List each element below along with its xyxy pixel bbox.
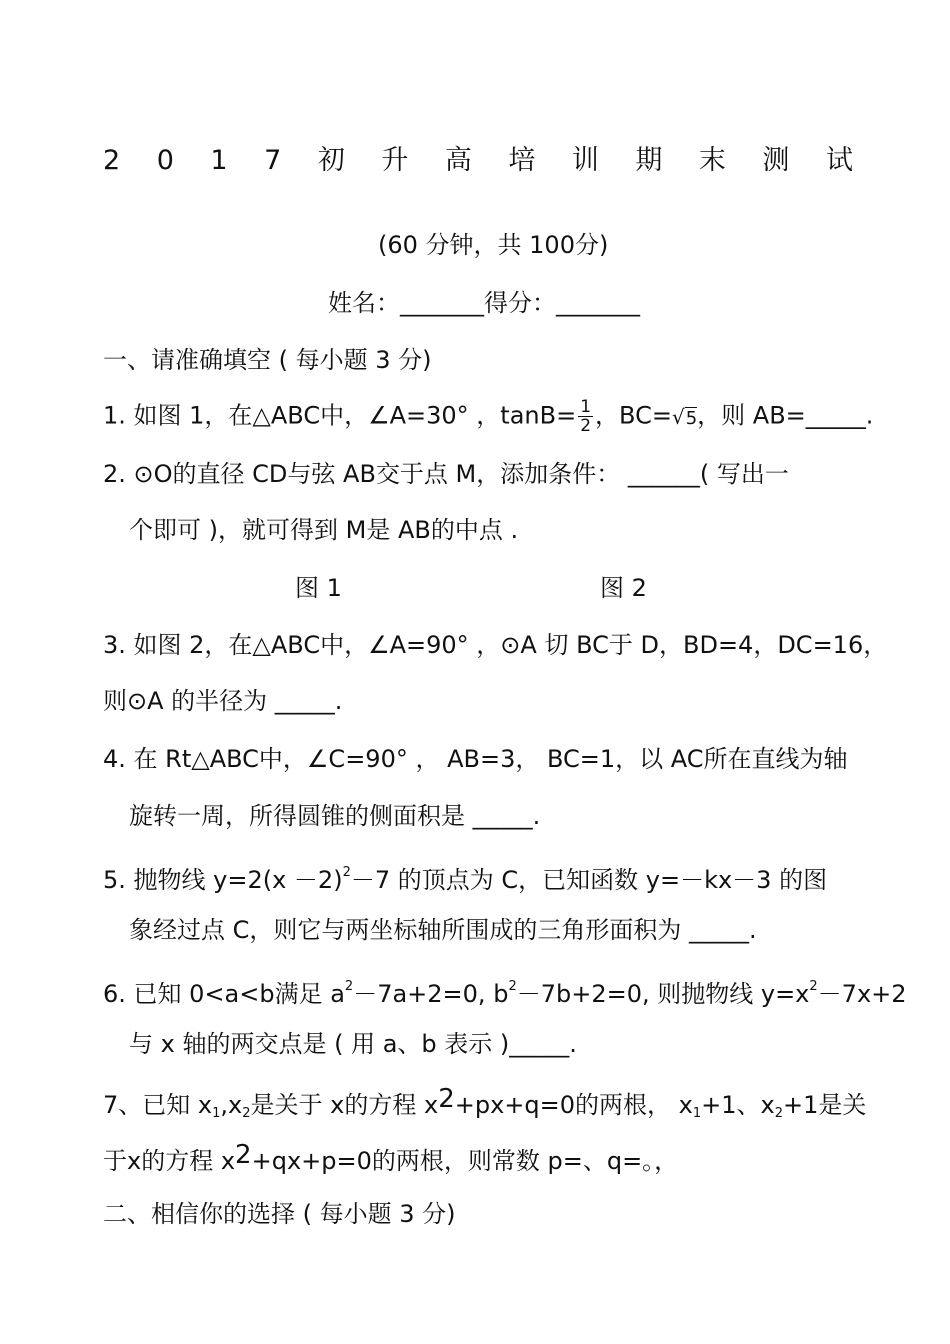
question-4-line-1: 4. 在 Rt△ABC中，∠C=90° ， AB=3， BC=1，以 AC所在直线为轴 (103, 745, 848, 773)
q7-text-b: ,x (220, 1091, 243, 1119)
question-1 (103, 398, 873, 435)
q7-text-c: 是关于 x的方程 x (250, 1091, 439, 1119)
q6-exponent-1: 2 (344, 979, 354, 994)
title-char: 升 (381, 145, 409, 176)
title-char: 1 (210, 145, 228, 176)
title-char: 0 (156, 145, 174, 176)
title-char: 训 (571, 145, 599, 176)
name-score-line: 姓名：_______得分：_______ (328, 289, 640, 317)
q6-text-b: －7a+2=0, b (353, 980, 509, 1008)
title-char: 培 (508, 145, 536, 176)
q6-exponent-3: 2 (809, 979, 818, 994)
question-4-line-2: 旋转一周，所得圆锥的侧面积是 _____. (129, 802, 541, 830)
q1-text-before: 1. 如图 1，在△ABC中，∠A=30° ，tanB= (103, 401, 577, 430)
section-fill-in-heading: 一、请准确填空 ( 每小题 3 分) (103, 346, 432, 374)
title-char: 试 (825, 145, 853, 176)
fraction-denominator: 2 (580, 416, 592, 436)
q7-text-h: +qx+p=0的两根，则常数 p=、q=。， (251, 1147, 679, 1175)
question-7-line-1 (103, 1084, 867, 1130)
q7-subscript-2: 2 (242, 1106, 251, 1121)
q7-exponent-2: 2 (235, 1140, 252, 1170)
q7-text-a: 7、已知 x (103, 1091, 213, 1119)
question-3-line-1: 3. 如图 2，在△ABC中，∠A=90° ，⊙A 切 BC于 D，BD=4，DC=16， (103, 631, 888, 659)
title-char: 测 (762, 145, 790, 176)
question-6-line-1 (103, 971, 907, 1010)
q1-text-after: ，则 AB=_____. (697, 401, 874, 430)
q7-text-d: +px+q=0的两根， x (454, 1091, 693, 1119)
sqrt-radicand: 5 (685, 407, 698, 429)
fraction-numerator: 1 (580, 397, 592, 417)
question-6-line-2: 与 x 轴的两交点是 ( 用 a、b 表示 )_____. (129, 1030, 577, 1058)
title-char: 2 (103, 145, 121, 176)
fraction-one-half (578, 398, 593, 435)
question-5-line-2: 象经过点 C，则它与两坐标轴所围成的三角形面积为 _____. (129, 916, 757, 944)
q5-exponent: 2 (342, 865, 351, 880)
square-root-5 (672, 405, 697, 429)
q7-text-g: 于x的方程 x (103, 1147, 236, 1175)
sqrt-symbol: √ (671, 404, 685, 429)
page-title (103, 144, 853, 178)
figure-1-label: 图 1 (295, 574, 342, 602)
question-2-line-1: 2. ⊙O的直径 CD与弦 AB交于点 M，添加条件： ______( 写出一 (103, 460, 789, 488)
question-5-line-1 (103, 857, 827, 896)
q5-text-b: －7 的顶点为 C，已知函数 y=－kx－3 的图 (350, 866, 828, 894)
title-char: 7 (264, 145, 282, 176)
figure-2-label: 图 2 (600, 574, 647, 602)
title-char: 高 (444, 145, 472, 176)
q7-subscript-3: 1 (692, 1106, 702, 1121)
q7-subscript-4: 2 (774, 1106, 783, 1121)
question-2-line-2: 个即可 )，就可得到 M是 AB的中点 . (129, 516, 519, 544)
q7-exponent-1: 2 (438, 1084, 455, 1114)
q5-text-a: 5. 抛物线 y=2(x －2) (103, 866, 343, 894)
title-char: 期 (635, 145, 663, 176)
q7-text-f: +1是关 (783, 1091, 867, 1119)
question-7-line-2 (103, 1140, 679, 1177)
title-char: 初 (317, 145, 345, 176)
q7-text-e: +1、x (701, 1091, 775, 1119)
q6-text-d: －7x+2 (817, 980, 907, 1008)
q6-exponent-2: 2 (508, 979, 517, 994)
q7-subscript-1: 1 (212, 1106, 221, 1121)
title-char: 末 (698, 145, 726, 176)
subtitle: (60 分钟，共 100分) (378, 231, 609, 259)
question-3-line-2: 则⊙A 的半径为 _____. (103, 687, 343, 715)
section-choice-heading: 二、相信你的选择 ( 每小题 3 分) (103, 1200, 456, 1228)
q6-text-c: －7b+2=0, 则抛物线 y=x (516, 980, 810, 1008)
q1-text-mid: ，BC= (595, 401, 672, 430)
q6-text-a: 6. 已知 0<a<b满足 a (103, 980, 345, 1008)
